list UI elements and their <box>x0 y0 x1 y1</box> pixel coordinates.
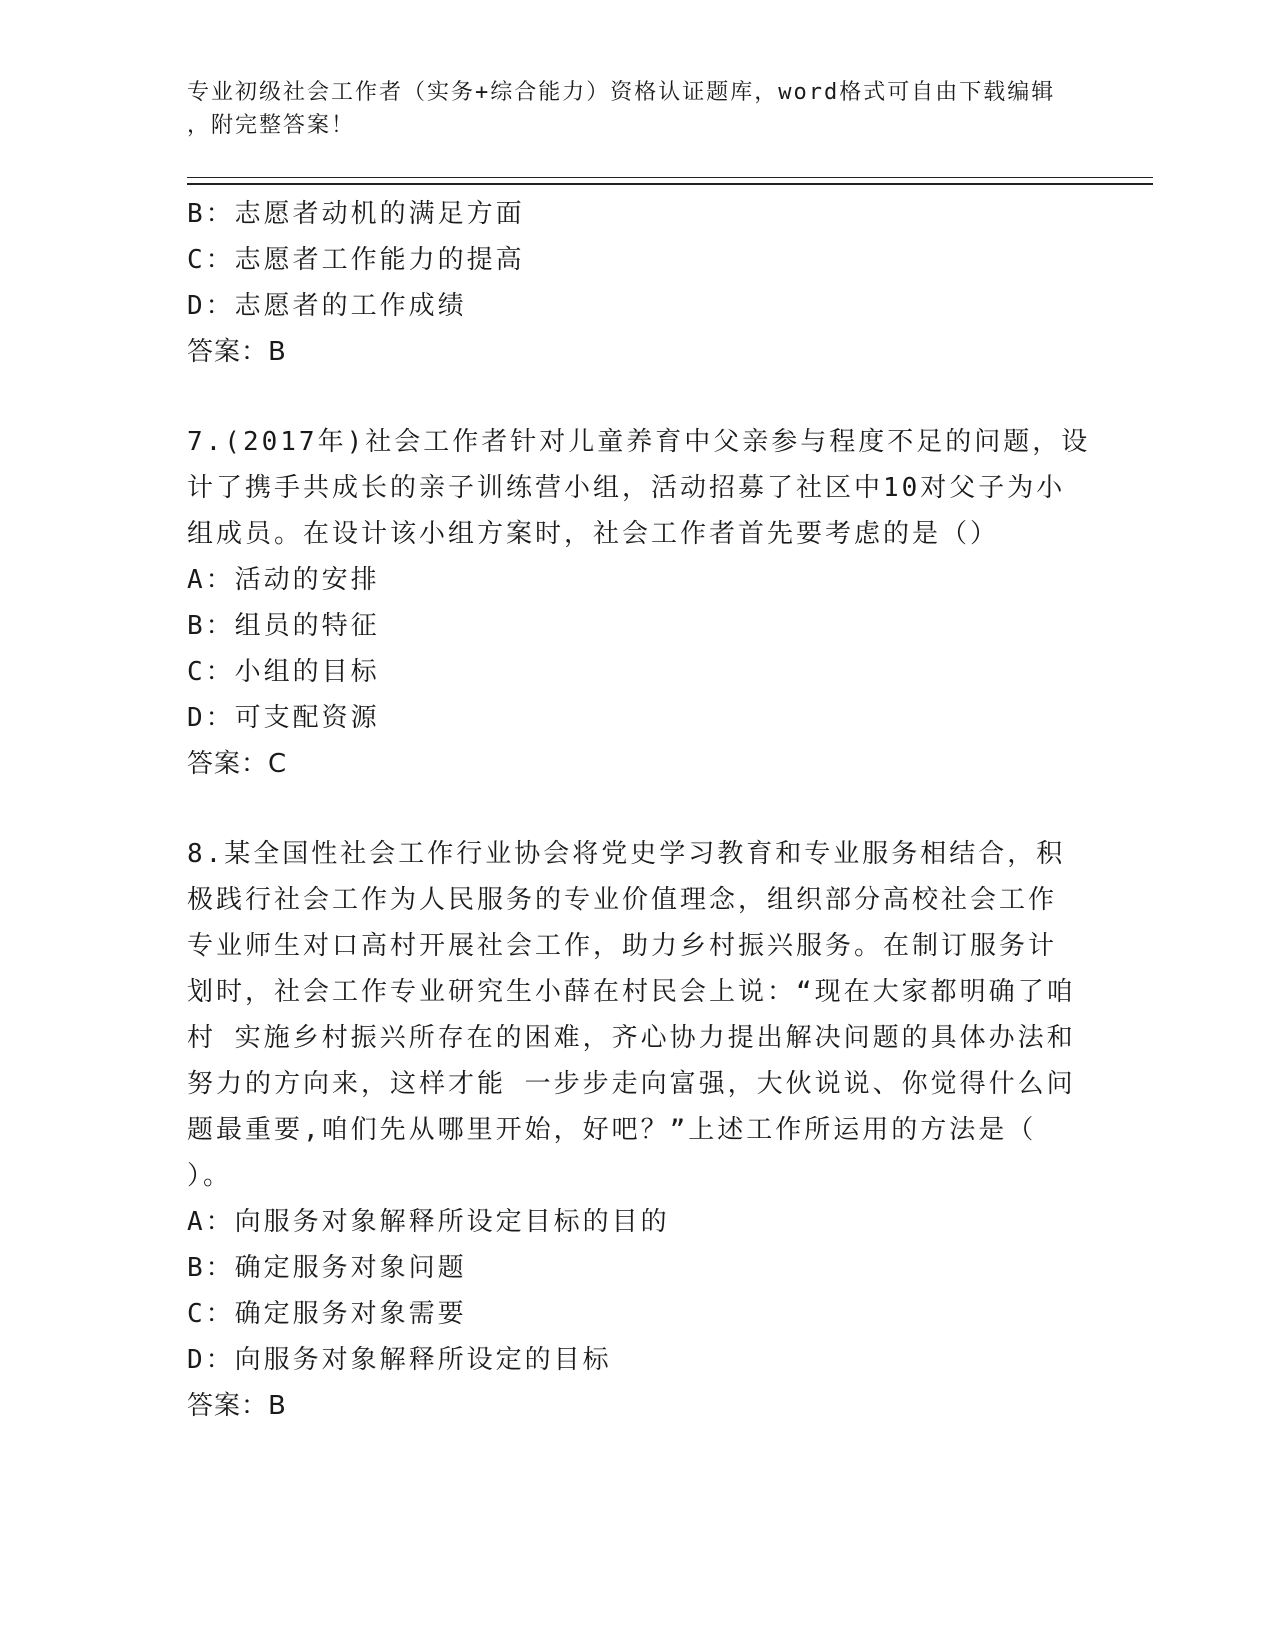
stem-line: 7.(2017年)社会工作者针对儿童养育中父亲参与程度不足的问题，设 <box>187 427 1091 457</box>
header-title-line-2: ，附完整答案！ <box>187 113 356 138</box>
option-d: D：可支配资源 <box>187 703 380 733</box>
stem-line: 划时，社会工作专业研究生小薛在村民会上说：“现在大家都明确了咱 <box>187 977 1076 1007</box>
option-d: D：志愿者的工作成绩 <box>187 291 467 321</box>
stem-line: 村 实施乡村振兴所存在的困难，齐心协力提出解决问题的具体办法和 <box>187 1023 1076 1053</box>
question-content <box>187 191 1091 1429</box>
option-c: C：小组的目标 <box>187 657 380 687</box>
option-d: D：向服务对象解释所设定的目标 <box>187 1345 612 1375</box>
stem-line: 努力的方向来，这样才能 一步步走向富强，大伙说说、你觉得什么问 <box>187 1069 1076 1099</box>
option-b: B：组员的特征 <box>187 611 380 641</box>
question-7 <box>187 419 1091 787</box>
stem-line: 组成员。在设计该小组方案时，社会工作者首先要考虑的是（） <box>187 519 1000 549</box>
stem-line: 专业师生对口高村开展社会工作，助力乡村振兴服务。在制订服务计 <box>187 931 1058 961</box>
question-stem <box>187 831 1087 1199</box>
stem-line: ）。 <box>187 1161 233 1191</box>
header-rule-thick <box>187 183 1153 185</box>
question-stem <box>187 419 1091 557</box>
question-8 <box>187 831 1087 1429</box>
option-c: C：确定服务对象需要 <box>187 1299 467 1329</box>
header-rule-thin <box>187 177 1153 178</box>
stem-line: 8.某全国性社会工作行业协会将党史学习教育和专业服务相结合，积 <box>187 839 1066 869</box>
header-title-line-1: 专业初级社会工作者（实务+综合能力）资格认证题库，word格式可自由下载编辑 <box>187 80 1056 105</box>
stem-line: 计了携手共成长的亲子训练营小组，活动招募了社区中10对父子为小 <box>187 473 1066 503</box>
stem-line: 题最重要,咱们先从哪里开始，好吧？”上述工作所运用的方法是（ <box>187 1115 1037 1145</box>
spacer <box>187 787 1087 831</box>
page-header <box>187 76 1087 142</box>
answer-line: 答案：B <box>187 337 287 367</box>
option-a: A：活动的安排 <box>187 565 380 595</box>
option-c: C：志愿者工作能力的提高 <box>187 245 525 275</box>
option-b: B：志愿者动机的满足方面 <box>187 199 525 229</box>
stem-line: 极践行社会工作为人民服务的专业价值理念，组织部分高校社会工作 <box>187 885 1058 915</box>
option-b: B：确定服务对象问题 <box>187 1253 467 1283</box>
spacer <box>187 375 1087 419</box>
option-a: A：向服务对象解释所设定目标的目的 <box>187 1207 670 1237</box>
answer-line: 答案：C <box>187 749 288 779</box>
answer-line: 答案：B <box>187 1391 287 1421</box>
question-6-tail <box>187 191 1087 375</box>
